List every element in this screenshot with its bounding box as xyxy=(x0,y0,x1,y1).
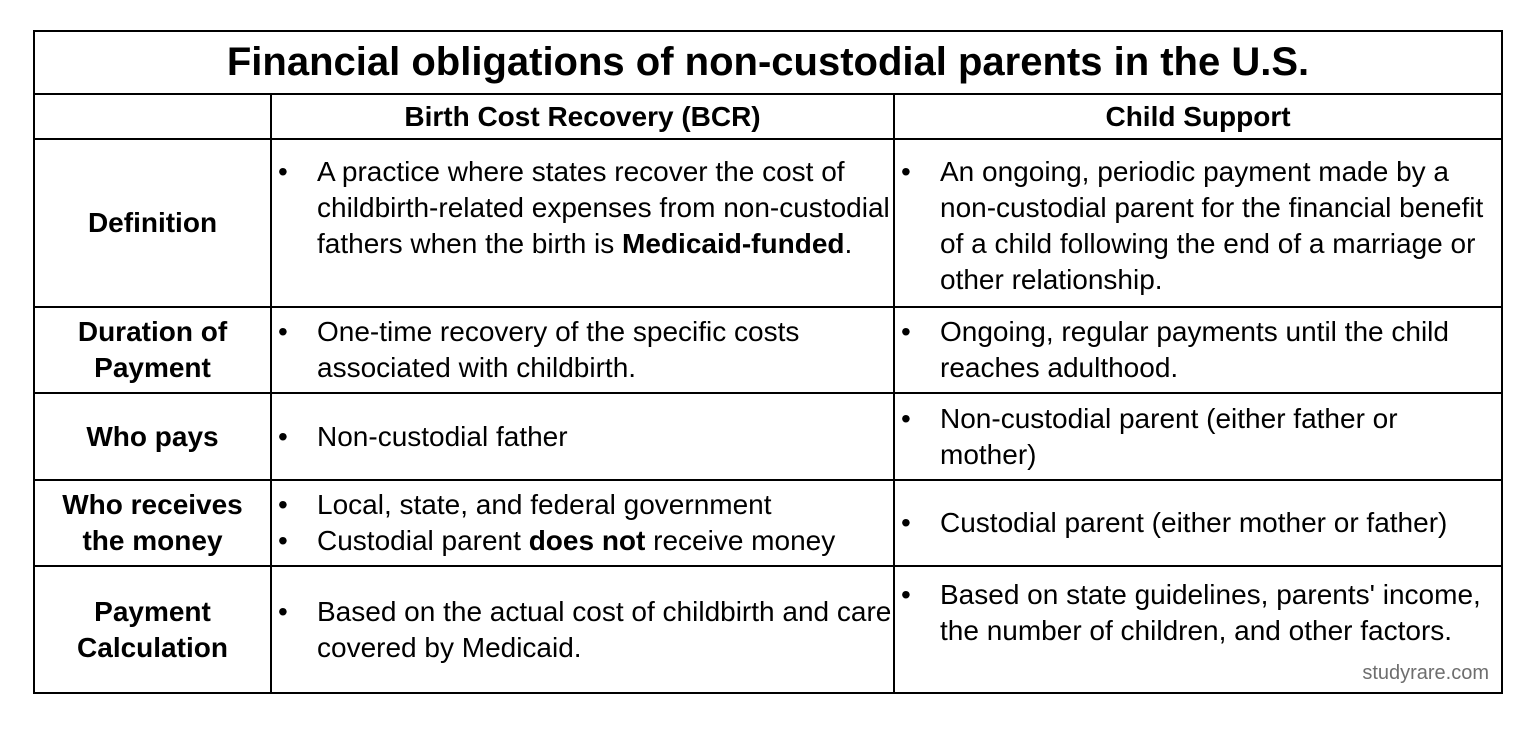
bcr-cell xyxy=(271,139,894,307)
child-support-cell xyxy=(894,139,1502,307)
header-empty xyxy=(34,94,271,139)
table-row xyxy=(34,139,1502,307)
watermark: studyrare.com xyxy=(1362,662,1490,684)
bullet-list xyxy=(895,314,1501,386)
header-bcr: Birth Cost Recovery (BCR) xyxy=(271,94,894,139)
bullet-list xyxy=(272,154,893,262)
row-label: Who pays xyxy=(34,393,271,480)
bullet-item: • Non-custodial father xyxy=(272,419,893,455)
table-row xyxy=(34,307,1502,393)
table-row xyxy=(34,480,1502,566)
bcr-cell xyxy=(271,480,894,566)
bullet-list xyxy=(272,487,893,559)
child-support-cell xyxy=(894,307,1502,393)
bullet-item: • Custodial parent does not receive money xyxy=(272,523,893,559)
header-row xyxy=(34,94,1502,139)
row-label: Payment Calculation xyxy=(34,566,271,693)
bullet-list xyxy=(272,594,893,666)
table-title: Financial obligations of non-custodial parents in the U.S. xyxy=(34,31,1502,94)
bullet-item: • A practice where states recover the cost of childbirth-related expenses from non-custodial fathers when the birth is Medicaid-funded. xyxy=(272,154,893,262)
bullet-item: • Based on the actual cost of childbirth and care covered by Medicaid. xyxy=(272,594,893,666)
bullet-list xyxy=(895,154,1501,298)
bullet-item: • An ongoing, periodic payment made by a non-custodial parent for the financial benefit of a child following the end of a marriage or other relationship. xyxy=(895,154,1501,298)
bcr-cell xyxy=(271,393,894,480)
title-row xyxy=(34,31,1502,94)
table-row xyxy=(34,393,1502,480)
bullet-list xyxy=(895,505,1501,541)
table-row xyxy=(34,566,1502,693)
bcr-cell xyxy=(271,566,894,693)
bullet-list xyxy=(895,577,1501,649)
bullet-list xyxy=(272,419,893,455)
child-support-cell xyxy=(894,393,1502,480)
row-label: Duration of Payment xyxy=(34,307,271,393)
bullet-item: • Based on state guidelines, parents' income, the number of children, and other factors. xyxy=(895,577,1501,649)
bullet-item: • Local, state, and federal government xyxy=(272,487,893,523)
comparison-table xyxy=(33,30,1503,694)
header-child-support: Child Support xyxy=(894,94,1502,139)
bullet-list xyxy=(895,401,1501,473)
bullet-item: • Custodial parent (either mother or father) xyxy=(895,505,1501,541)
child-support-cell xyxy=(894,480,1502,566)
bullet-list xyxy=(272,314,893,386)
bcr-cell xyxy=(271,307,894,393)
bullet-item: • Ongoing, regular payments until the child reaches adulthood. xyxy=(895,314,1501,386)
row-label: Who receives the money xyxy=(34,480,271,566)
bullet-item: • Non-custodial parent (either father or mother) xyxy=(895,401,1501,473)
row-label: Definition xyxy=(34,139,271,307)
bullet-item: • One-time recovery of the specific costs associated with childbirth. xyxy=(272,314,893,386)
child-support-cell xyxy=(894,566,1502,693)
